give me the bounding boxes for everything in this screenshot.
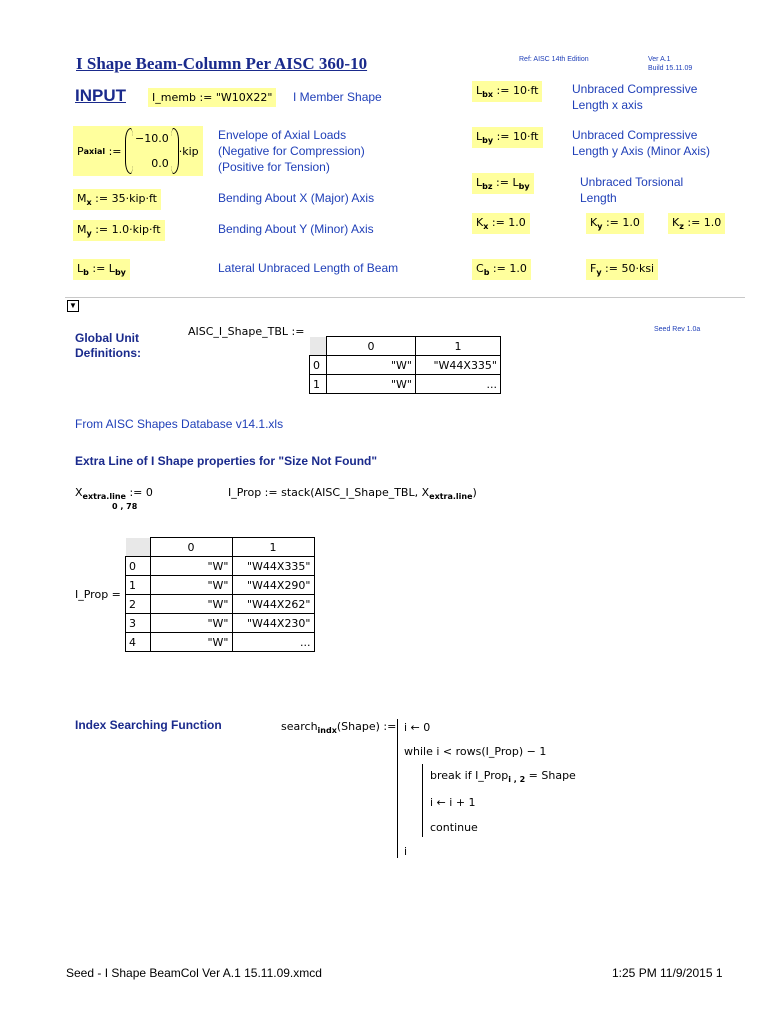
extra-line-definition[interactable]: $X_{extra.line}$ := 0 — [75, 486, 153, 502]
cb-definition[interactable]: $C_b$ := 1.0 — [472, 259, 531, 280]
mx-description: Bending About X (Major) Axis — [218, 191, 375, 205]
program-line: i ← 0 — [404, 721, 431, 734]
lbx-definition[interactable]: $L_{bx}$ := 10·ft — [472, 81, 542, 102]
aisc-shape-table[interactable] — [309, 336, 501, 394]
table-row: 0 "W" "W44X335" — [126, 557, 315, 576]
paxial-description: Envelope of Axial Loads (Negative for Compression) (Positive for Tension) — [218, 128, 365, 174]
memb-description: I Member Shape — [293, 90, 382, 104]
iprop-lhs: I_Prop = — [75, 588, 121, 601]
footer-timestamp: 1:25 PM 11/9/2015 1 — [612, 966, 723, 980]
extra-line-index: 0 , 78 — [112, 502, 138, 511]
lby-definition[interactable]: $L_{by}$ := 10·ft — [472, 127, 543, 148]
table-row: 1 "W" "W44X290" — [126, 576, 315, 595]
paxial-definition[interactable]: P axial := −10.0 0.0 ·kip — [73, 126, 203, 176]
table-col-header: 1 — [416, 337, 501, 356]
extra-line-heading: Extra Line of I Shape properties for "Size Not Found" — [75, 454, 378, 468]
page-title: I Shape Beam-Column Per AISC 360-10 — [76, 54, 368, 73]
my-description: Bending About Y (Minor) Axis — [218, 222, 374, 236]
source-note: From AISC Shapes Database v14.1.xls — [75, 417, 284, 431]
build-note: Build 15.11.09 — [648, 65, 693, 72]
program-line: break if I_Prop$_{i , 2}$ = Shape — [430, 769, 576, 785]
table-row: 0 "W" "W44X335" — [310, 356, 501, 375]
seed-rev-note: Seed Rev 1.0a — [654, 326, 701, 333]
version-note: Ver A.1 — [648, 56, 671, 63]
global-unit-label: Global Unit Definitions: — [75, 331, 141, 360]
lbx-description: Unbraced Compressive Length x axis — [572, 82, 698, 112]
fy-definition[interactable]: $F_y$ := 50·ksi — [586, 259, 658, 280]
table-row: 3 "W" "W44X230" — [126, 614, 315, 633]
iprop-stack-definition[interactable]: I_Prop := stack(AISC_I_Shape_TBL, $X_{extra.line}$) — [228, 486, 477, 502]
search-function-lhs[interactable]: search$_{indx}$(Shape) := — [281, 720, 397, 736]
program-line: while i < rows(I_Prop) − 1 — [404, 745, 547, 758]
aisc-table-lhs: AISC_I_Shape_TBL := — [188, 325, 305, 338]
reference-note: Ref: AISC 14th Edition — [519, 56, 589, 63]
paxial-matrix: −10.0 0.0 — [125, 128, 179, 174]
memb-definition[interactable]: I_memb := "W10X22" — [148, 88, 276, 107]
mx-definition[interactable]: $M_x$ := 35·kip·ft — [73, 189, 161, 210]
table-col-header: 0 — [150, 538, 232, 557]
region-divider — [65, 297, 745, 298]
table-row: 1 "W" ... — [310, 375, 501, 394]
iprop-table[interactable] — [125, 537, 315, 652]
input-heading: INPUT — [75, 86, 126, 105]
table-row: 2 "W" "W44X262" — [126, 595, 315, 614]
program-line: i — [404, 845, 408, 858]
kz-definition[interactable]: $K_z$ := 1.0 — [668, 213, 725, 234]
collapse-arrow-icon[interactable]: ▼ — [67, 300, 79, 312]
kx-definition[interactable]: $K_x$ := 1.0 — [472, 213, 530, 234]
lb-description: Lateral Unbraced Length of Beam — [218, 261, 399, 275]
ky-definition[interactable]: $K_y$ := 1.0 — [586, 213, 644, 234]
lb-definition[interactable]: $L_b$ := $L_{by}$ — [73, 259, 130, 280]
program-bracket — [397, 719, 398, 858]
search-function-label: Index Searching Function — [75, 718, 222, 732]
lbz-definition[interactable]: $L_{bz}$ := $L_{by}$ — [472, 173, 534, 194]
program-inner-bracket — [422, 764, 423, 837]
my-definition[interactable]: $M_y$ := 1.0·kip·ft — [73, 220, 165, 241]
footer-filename: Seed - I Shape BeamCol Ver A.1 15.11.09.xmcd — [66, 966, 322, 980]
lbz-description: Unbraced Torsional Length — [580, 175, 684, 205]
table-col-header: 0 — [327, 337, 416, 356]
table-col-header: 1 — [232, 538, 314, 557]
program-line: continue — [430, 821, 478, 834]
program-line: i ← i + 1 — [430, 796, 476, 809]
lby-description: Unbraced Compressive Length y Axis (Minor Axis) — [572, 128, 711, 158]
table-row: 4 "W" ... — [126, 633, 315, 652]
